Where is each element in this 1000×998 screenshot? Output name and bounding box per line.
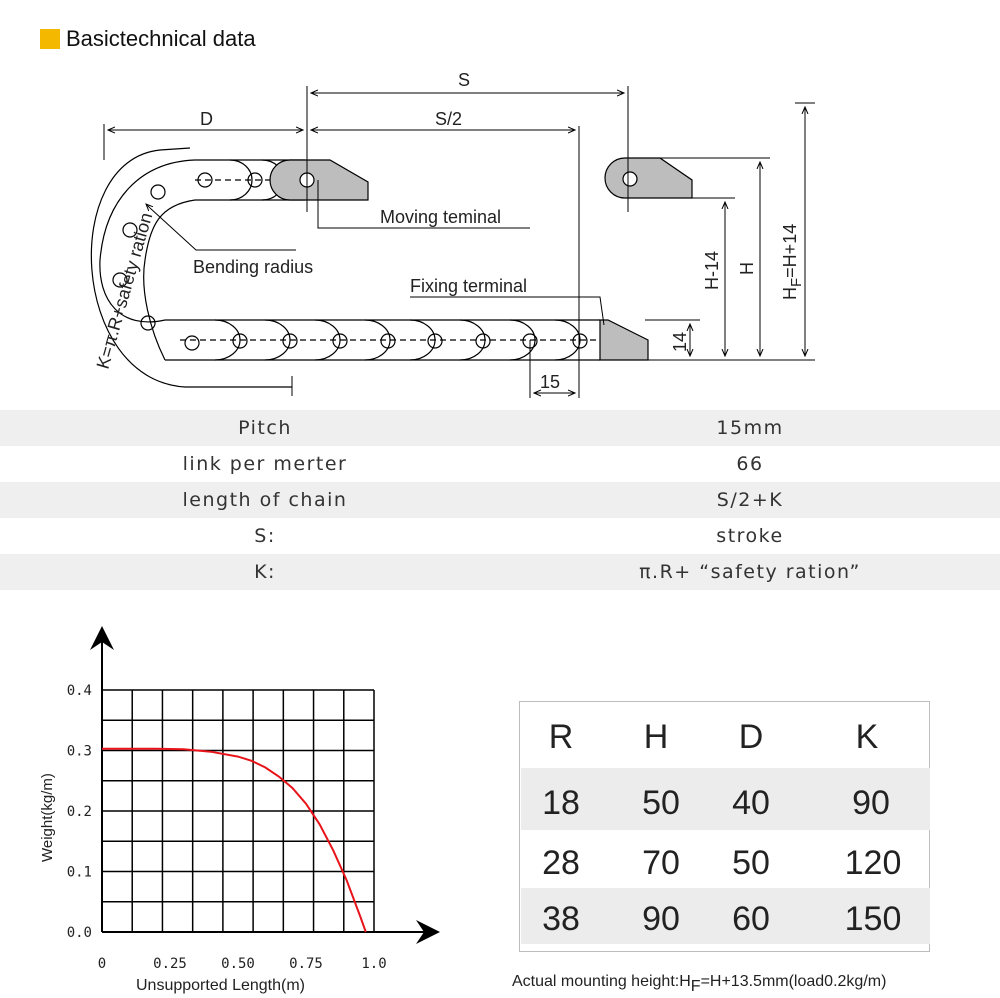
dim-s2-label: S/2 [435, 109, 463, 129]
dim-14-label: 14 [670, 331, 690, 352]
weight-curve [102, 749, 366, 932]
header-cell: D [738, 718, 764, 756]
header-accent-square [40, 29, 60, 49]
header-cell: R [548, 718, 574, 756]
load-chart [0, 615, 470, 995]
table-cell: 90 [642, 900, 680, 938]
drag-chain-diagram [0, 60, 1000, 405]
table-cell: 50 [642, 784, 680, 822]
table-row [521, 830, 930, 888]
table-cell: 40 [732, 784, 770, 822]
fixing-terminal-label: Fixing terminal [410, 276, 528, 296]
spec-value: π.R+ “safety ration” [639, 561, 861, 583]
table-cell: 18 [542, 784, 580, 822]
spec-row [0, 554, 1000, 590]
spec-row [0, 518, 1000, 554]
x-axis-label: Unsupported Length(m) [136, 977, 305, 994]
x-tick-label: 0 [97, 956, 107, 972]
dim-15-label: 15 [540, 372, 561, 392]
table-cell: 50 [732, 844, 770, 882]
y-tick-label: 0.1 [66, 864, 92, 881]
spec-label: S: [254, 525, 276, 547]
chart-grid [102, 690, 374, 932]
dim-h14-label: H-14 [702, 250, 722, 290]
table-row [521, 888, 930, 944]
spec-label: K: [254, 561, 276, 583]
dim-d-label: D [200, 109, 213, 129]
table-cell: 60 [732, 900, 770, 938]
spec-value: stroke [716, 525, 784, 547]
y-tick-label: 0.4 [66, 683, 92, 699]
spec-table [0, 410, 1000, 590]
bending-radius-label: Bending radius [193, 257, 314, 277]
header-cell: H [643, 718, 669, 756]
mounting-height-note: Actual mounting $height:H_F=H+13.5mm(load0.2kg/m)$ [512, 973, 887, 995]
dimension-table [519, 701, 930, 952]
spec-label: Pitch [238, 417, 292, 439]
spec-value: 15mm [716, 417, 784, 439]
moving-terminal [270, 160, 368, 200]
fixing-terminal [600, 320, 648, 360]
table-row [521, 768, 930, 830]
x-tick-label: 1.0 [361, 956, 387, 972]
dim-h-label: H [737, 262, 757, 275]
section-header [40, 26, 256, 52]
y-tick-label: 0.3 [66, 743, 92, 760]
spec-label: length of chain [182, 489, 348, 511]
x-tick-label: 0.50 [221, 956, 255, 972]
dim-hf-label: $H_F=H+14$ [780, 223, 805, 300]
k-formula-label: K=π.R+safety ration [92, 210, 157, 372]
moving-terminal-detached [605, 158, 692, 198]
y-axis-label: Weight(kg/m) [39, 773, 56, 862]
spec-row [0, 446, 1000, 482]
dim-s-label: S [458, 70, 471, 90]
table-cell: 90 [852, 784, 890, 822]
spec-value: 66 [736, 453, 764, 475]
table-cell: 120 [844, 844, 902, 882]
header-cell: K [855, 718, 879, 756]
spec-row [0, 482, 1000, 518]
section-title: Basictechnical data [66, 26, 256, 51]
table-cell: 28 [542, 844, 580, 882]
table-cell: 150 [844, 900, 902, 938]
dimension-table-header [521, 702, 930, 768]
spec-row [0, 410, 1000, 446]
spec-label: link per merter [182, 453, 348, 475]
spec-value: S/2+K [716, 489, 784, 511]
x-tick-label: 0.25 [153, 956, 187, 972]
moving-terminal-label: Moving teminal [380, 207, 502, 227]
y-tick-label: 0.0 [66, 925, 92, 941]
table-cell: 38 [542, 900, 580, 938]
y-tick-label: 0.2 [66, 804, 92, 820]
x-tick-label: 0.75 [289, 956, 323, 972]
table-cell: 70 [642, 844, 680, 882]
